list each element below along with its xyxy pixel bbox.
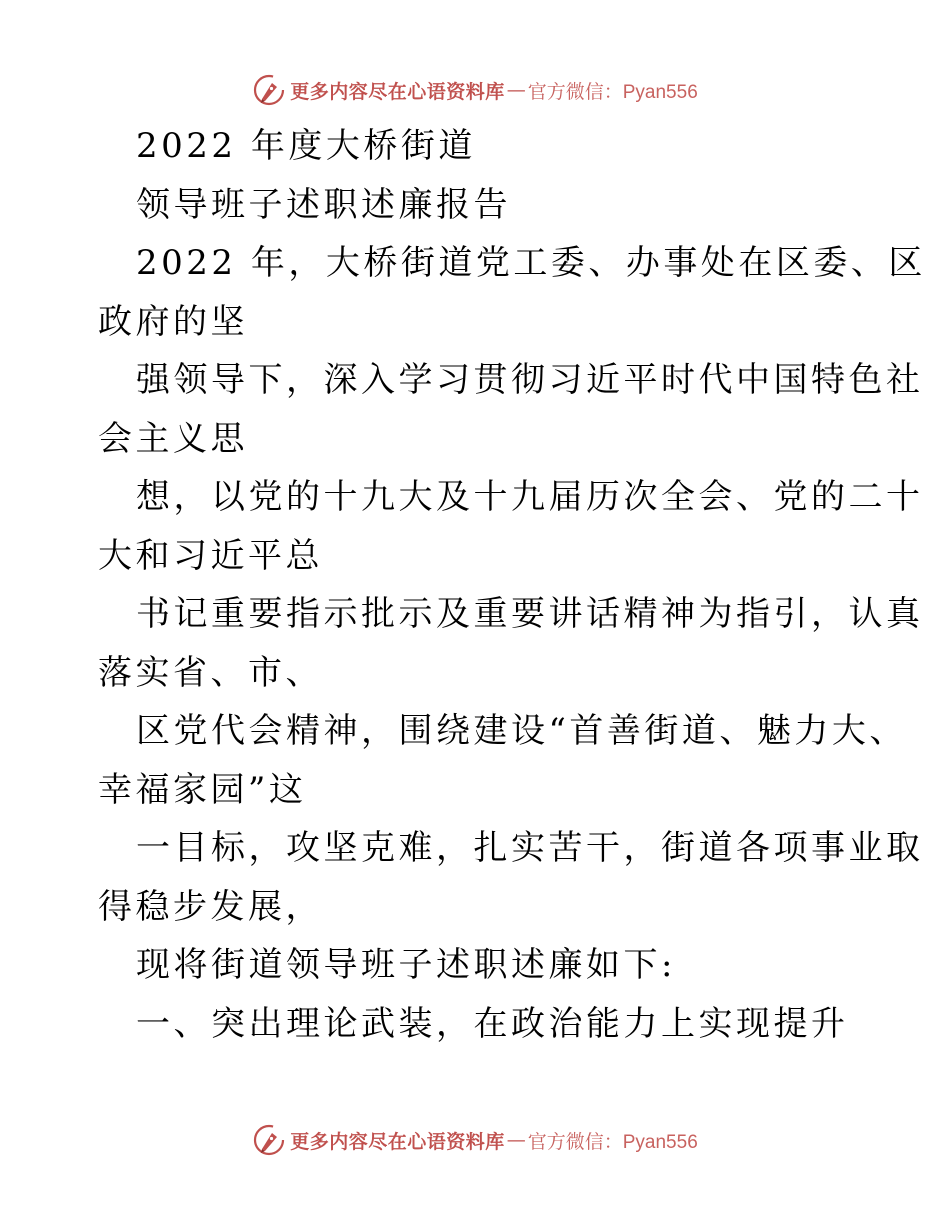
- pen-nib-logo-icon: [252, 73, 286, 107]
- paragraph-line: 一目标，攻坚克难，扎实苦干，街道各项事业取: [136, 828, 924, 868]
- document-title-line-1: 2022 年度大桥街道: [136, 126, 476, 166]
- paragraph-line: 会主义思: [98, 418, 248, 459]
- paragraph-line: 大和习近平总: [98, 535, 323, 576]
- footer-watermark: [0, 1120, 950, 1160]
- document-title-line-2: 领导班子述职述廉报告: [136, 184, 511, 225]
- paragraph-line: 2022 年，大桥街道党工委、办事处在区委、区: [136, 243, 926, 283]
- watermark-contact: 官方微信：Pyan556: [527, 1131, 698, 1153]
- paragraph-line: 书记重要指示批示及重要讲话精神为指引，认真: [136, 594, 924, 634]
- paragraph-line: 现将街道领导班子述职述廉如下:: [136, 945, 676, 985]
- watermark-text: 更多内容尽在心语资料库: [290, 1130, 505, 1153]
- watermark-separator: —: [506, 1129, 526, 1151]
- paragraph-line: 幸福家园”这: [98, 769, 307, 810]
- paragraph-line: 区党代会精神，围绕建设“首善街道、魅力大、: [136, 711, 907, 751]
- paragraph-line: 政府的坚: [98, 301, 248, 342]
- watermark-separator: —: [506, 79, 526, 101]
- paragraph-line: 得稳步发展，: [98, 886, 323, 927]
- paragraph-line: 想，以党的十九大及十九届历次全会、党的二十: [136, 477, 924, 517]
- watermark-contact: 官方微信：Pyan556: [527, 81, 698, 103]
- document-body: [98, 117, 926, 1053]
- pen-nib-logo-icon: [252, 1123, 286, 1157]
- header-watermark: [0, 70, 950, 110]
- section-heading: 一、突出理论武装，在政治能力上实现提升: [136, 1003, 849, 1044]
- paragraph-line: 落实省、市、: [98, 652, 323, 693]
- paragraph-line: 强领导下，深入学习贯彻习近平时代中国特色社: [136, 360, 924, 400]
- watermark-text: 更多内容尽在心语资料库: [290, 80, 505, 103]
